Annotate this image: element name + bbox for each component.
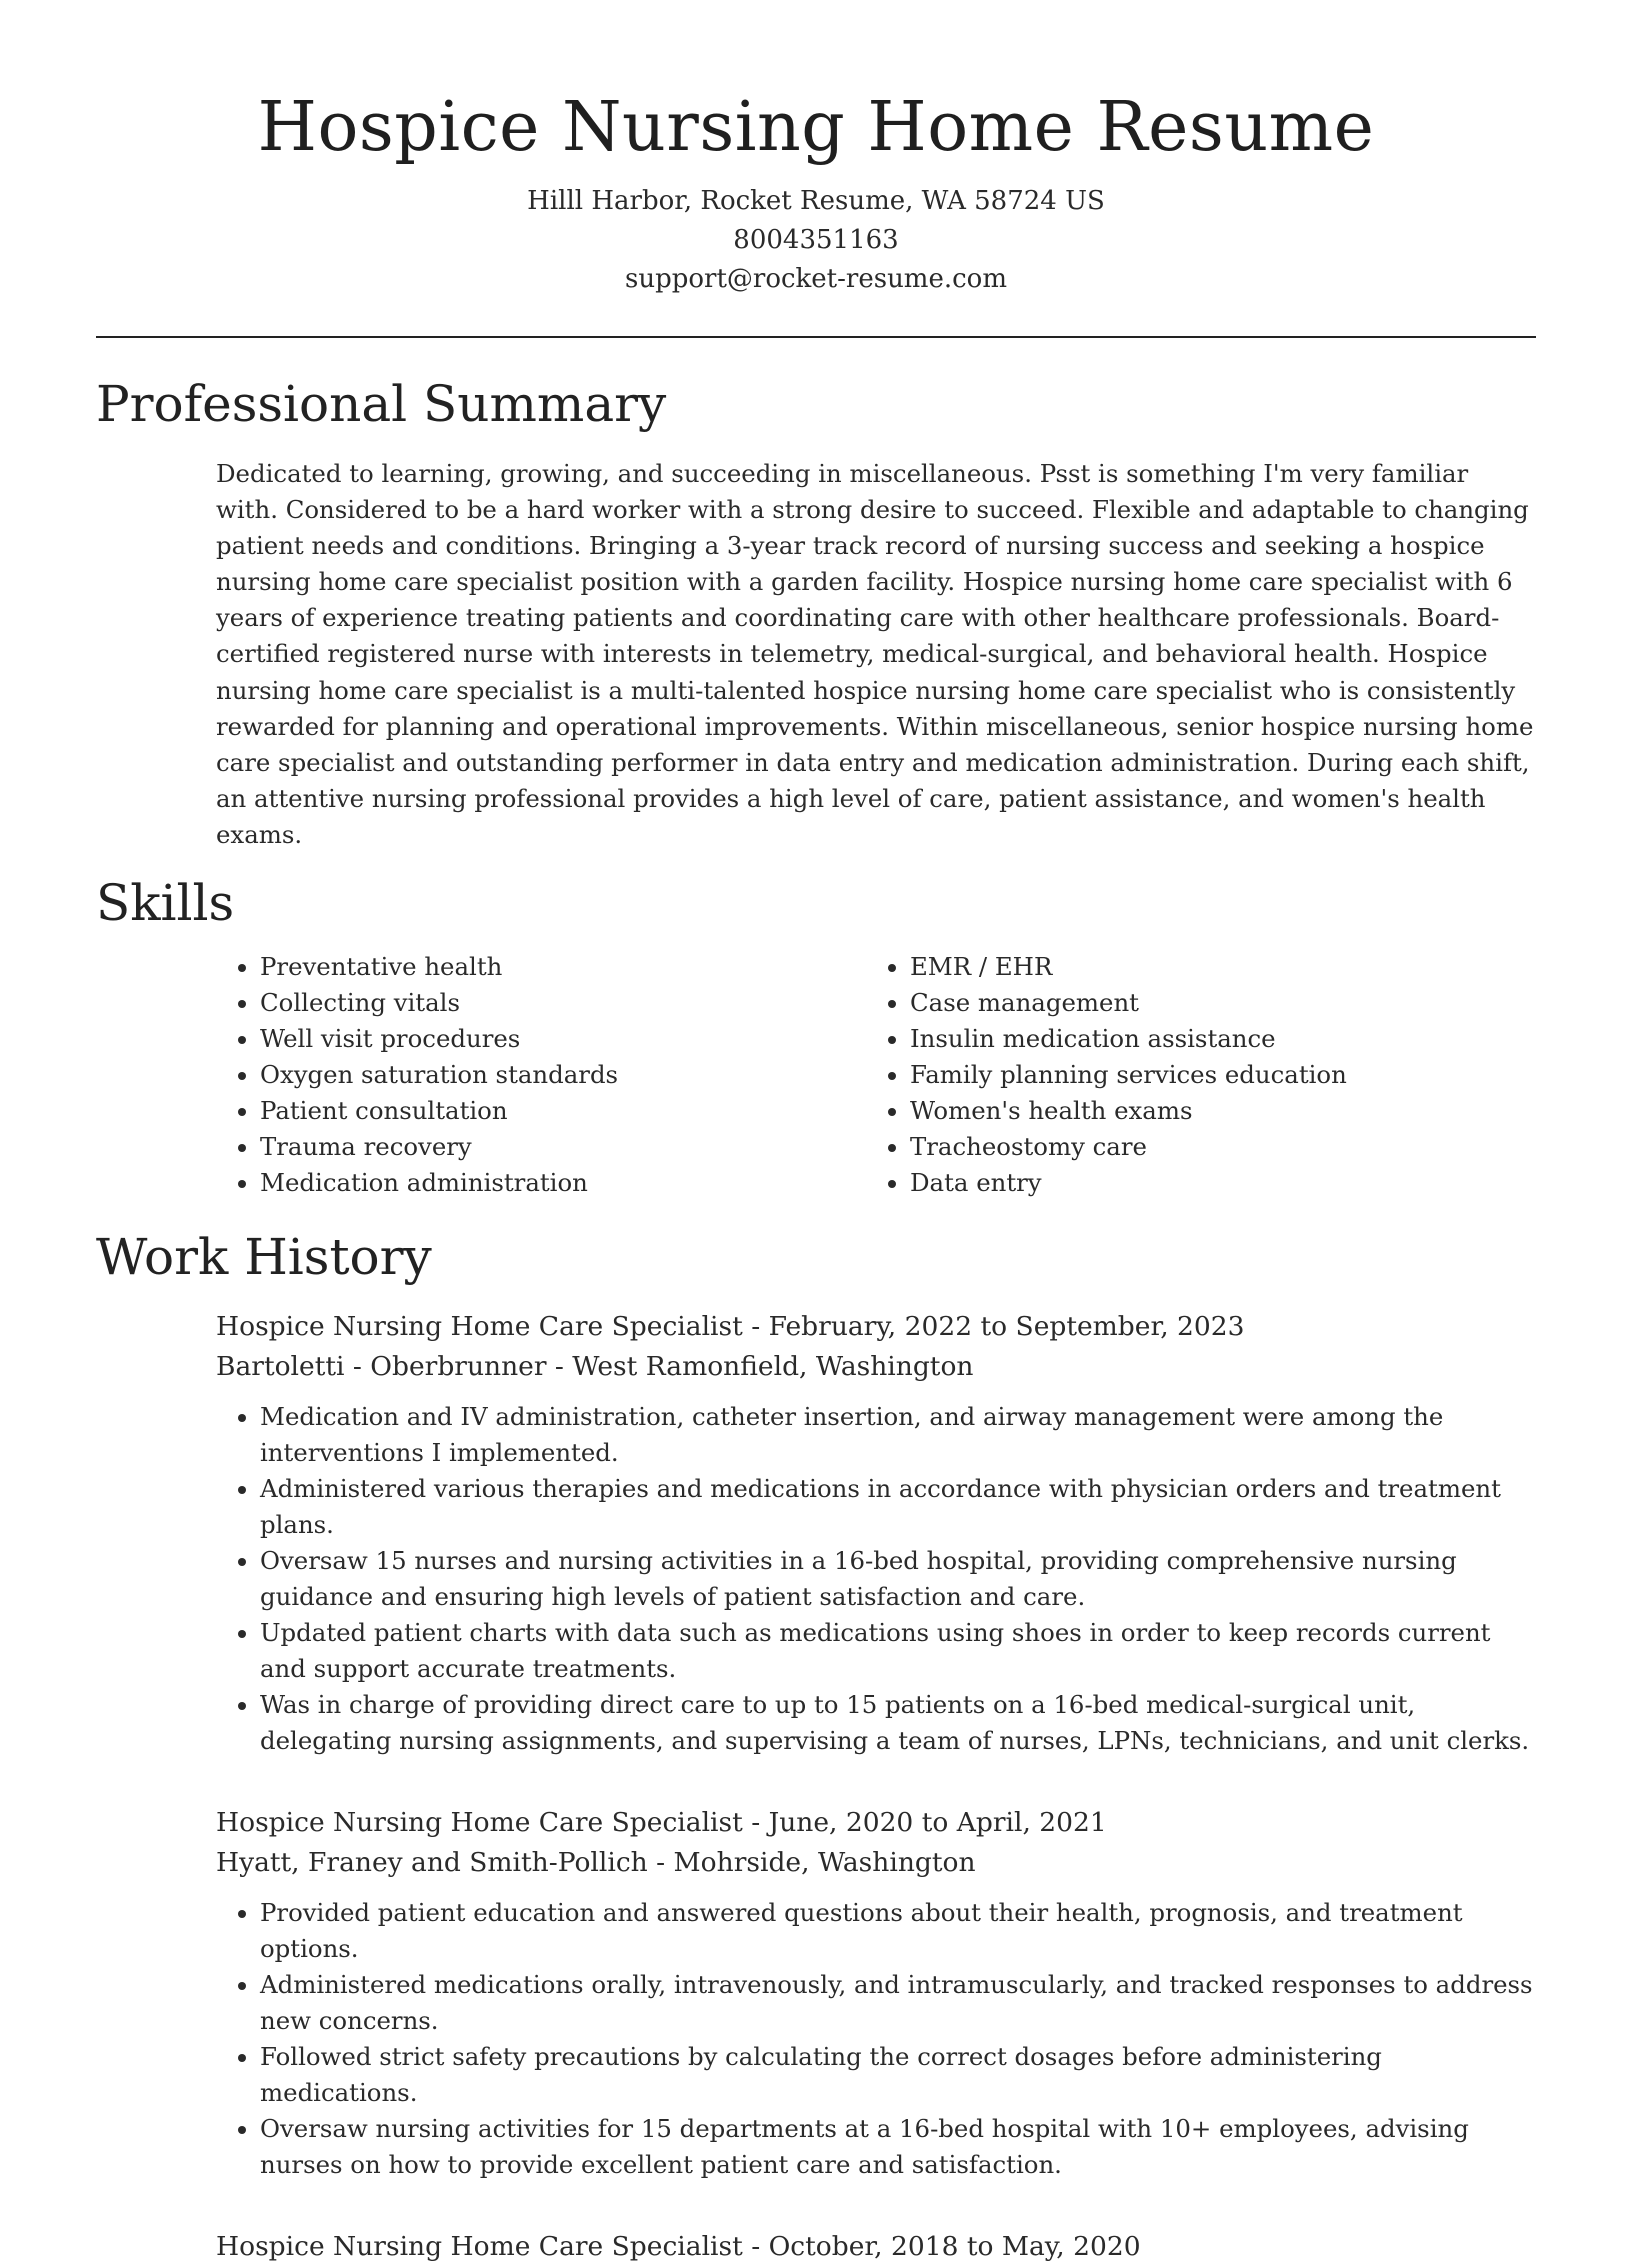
skill-item: • Oxygen saturation standards bbox=[260, 1057, 866, 1093]
skill-item: • Patient consultation bbox=[260, 1093, 866, 1129]
summary-text: Dedicated to learning, growing, and succeeding in miscellaneous. Psst is something I'm very familiar with. Considered to be a hard worker with a strong desire to succeed. Flexible and adaptable to changing patient needs and conditions. Bringing a 3-year track record of nursing success and seeking a hospice nursing home care specialist position with a garden facility. Hospice nursing home care specialist with 6 years of experience treating patients and coordinating care with other healthcare professionals. Board-certified registered nurse with interests in telemetry, medical-surgical, and behavioral health. Hospice nursing home care specialist is a multi-talented hospice nursing home care specialist who is consistently rewarded for planning and operational improvements. Within miscellaneous, senior hospice nursing home care specialist and outstanding performer in data entry and medication administration. During each shift, an attentive nursing professional provides a high level of care, patient assistance, and women's health exams. bbox=[216, 459, 1534, 849]
job-employer-line: Hyatt, Franey and Smith-Pollich - Mohrside, Washington bbox=[216, 1847, 976, 1879]
job-title-line: Hospice Nursing Home Care Specialist - October, 2018 to May, 2020 bbox=[216, 2231, 1141, 2263]
job-entry bbox=[216, 1803, 1536, 2183]
job-entry bbox=[216, 2227, 1536, 2267]
job-employer-line: Bartoletti - Oberbrunner - West Ramonfield, Washington bbox=[216, 1351, 974, 1383]
contact-phone: 8004351163 bbox=[733, 225, 899, 255]
job-bullets bbox=[216, 1895, 1536, 2183]
skill-item: • Collecting vitals bbox=[260, 985, 866, 1021]
job-bullets bbox=[216, 1399, 1536, 1759]
skill-item: • Women's health exams bbox=[910, 1093, 1516, 1129]
job-title-line: Hospice Nursing Home Care Specialist - June, 2020 to April, 2021 bbox=[216, 1807, 1107, 1839]
skills-left-list bbox=[216, 949, 866, 1201]
job-bullet: • Was in charge of providing direct care to up to 15 patients on a 16-bed medical-surgical unit, delegating nursing assignments, and supervising a team of nurses, LPNs, technicians, and unit clerks. bbox=[260, 1687, 1536, 1759]
skill-item: • Preventative health bbox=[260, 949, 866, 985]
work-history-heading: Work History bbox=[96, 1228, 432, 1287]
contact-address: Hilll Harbor, Rocket Resume, WA 58724 US bbox=[527, 186, 1105, 216]
job-bullet: • Oversaw nursing activities for 15 departments at a 16-bed hospital with 10+ employees, advising nurses on how to provide excellent patient care and satisfaction. bbox=[260, 2111, 1536, 2183]
skill-item: • Trauma recovery bbox=[260, 1129, 866, 1165]
skill-item: • Data entry bbox=[910, 1165, 1516, 1201]
header-divider bbox=[96, 336, 1536, 338]
skill-item: • Family planning services education bbox=[910, 1057, 1516, 1093]
resume-title: Hospice Nursing Home Resume bbox=[257, 88, 1375, 167]
job-bullet: • Followed strict safety precautions by calculating the correct dosages before administering medications. bbox=[260, 2039, 1536, 2111]
job-bullet: • Updated patient charts with data such as medications using shoes in order to keep records current and support accurate treatments. bbox=[260, 1615, 1536, 1687]
job-bullet: • Oversaw 15 nurses and nursing activities in a 16-bed hospital, providing comprehensive nursing guidance and ensuring high levels of patient satisfaction and care. bbox=[260, 1543, 1536, 1615]
skill-item: • Tracheostomy care bbox=[910, 1129, 1516, 1165]
skills-columns bbox=[216, 949, 1536, 1201]
skill-item: • Medication administration bbox=[260, 1165, 866, 1201]
contact-email: support@rocket-resume.com bbox=[624, 264, 1007, 294]
job-entry bbox=[216, 1307, 1536, 1759]
resume-page bbox=[96, 0, 1536, 2267]
job-bullet: • Administered various therapies and medications in accordance with physician orders and treatment plans. bbox=[260, 1471, 1536, 1543]
skills-heading: Skills bbox=[96, 874, 235, 933]
skill-item: • Insulin medication assistance bbox=[910, 1021, 1516, 1057]
skill-item: • EMR / EHR bbox=[910, 949, 1516, 985]
skill-item: • Well visit procedures bbox=[260, 1021, 866, 1057]
job-title-line: Hospice Nursing Home Care Specialist - February, 2022 to September, 2023 bbox=[216, 1311, 1245, 1343]
summary-heading: Professional Summary bbox=[96, 375, 667, 433]
skill-item: • Case management bbox=[910, 985, 1516, 1021]
skills-right-list bbox=[866, 949, 1516, 1201]
job-bullet: • Administered medications orally, intravenously, and intramuscularly, and tracked responses to address new concerns. bbox=[260, 1967, 1536, 2039]
job-bullet: • Medication and IV administration, catheter insertion, and airway management were among the interventions I implemented. bbox=[260, 1399, 1536, 1471]
job-bullet: • Provided patient education and answered questions about their health, prognosis, and treatment options. bbox=[260, 1895, 1536, 1967]
contact-block bbox=[96, 182, 1536, 299]
